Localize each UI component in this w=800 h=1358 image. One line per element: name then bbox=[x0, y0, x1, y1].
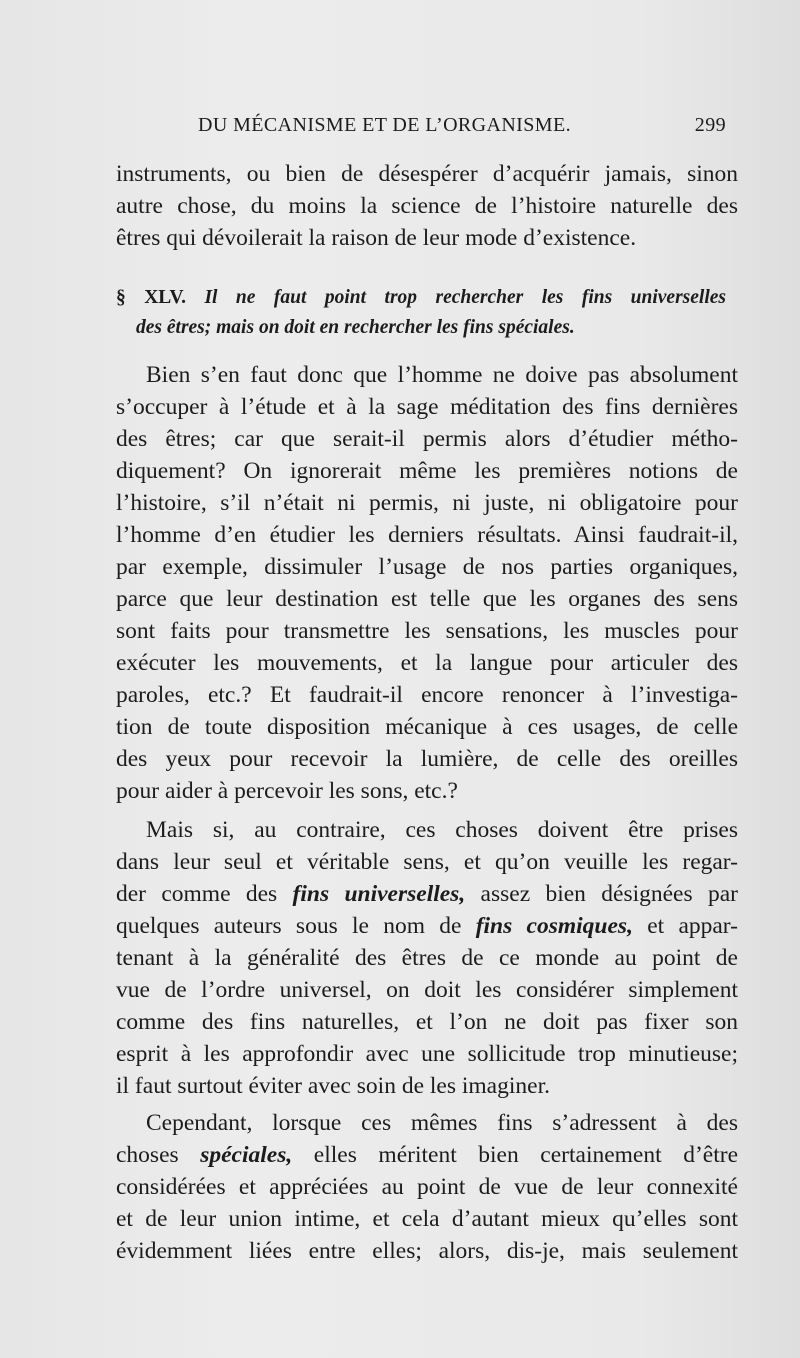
emphasis-speciales: spéciales, bbox=[200, 1142, 293, 1168]
text-line: diquement? On ignorerait même les premières notions de bbox=[116, 458, 738, 484]
text-line bbox=[116, 878, 738, 910]
text-run: et appar- bbox=[632, 913, 738, 939]
text-line: il faut surtout éviter avec soin de les imaginer. bbox=[116, 1073, 550, 1099]
text-line: et de leur union intime, et cela d’autant mieux qu’elles sont bbox=[116, 1206, 738, 1232]
text-run: der comme des bbox=[116, 881, 293, 907]
text-run: assez bien désignées par bbox=[465, 881, 738, 907]
page-number: 299 bbox=[694, 114, 726, 136]
text-line: pour aider à percevoir les sons, etc.? bbox=[116, 778, 458, 804]
text-line: comme des fins naturelles, et l’on ne doit pas fixer son bbox=[116, 1009, 738, 1035]
running-header bbox=[198, 114, 726, 144]
section-title-line-2: des êtres; mais on doit en rechercher les fins spéciales. bbox=[136, 317, 575, 338]
text-line: tion de toute disposition mécanique à ces usages, de celle bbox=[116, 714, 738, 740]
text-run: elles méritent bien certainement d’être bbox=[292, 1142, 738, 1168]
section-heading-continued bbox=[136, 314, 575, 342]
running-title: DU MÉCANISME ET DE L’ORGANISME. bbox=[198, 114, 571, 136]
text-line: vue de l’ordre universel, on doit les considérer simplement bbox=[116, 977, 738, 1003]
text-line: des êtres; car que serait-il permis alors d’étudier métho- bbox=[116, 426, 738, 452]
section-title-line-1: Il ne faut point trop rechercher les fins universelles bbox=[204, 287, 726, 308]
text-line: sont faits pour transmettre les sensations, les muscles pour bbox=[116, 618, 738, 644]
emphasis-fins-universelles: fins universelles, bbox=[292, 881, 466, 907]
text-line: esprit à les approfondir avec une sollicitude trop minutieuse; bbox=[116, 1041, 738, 1067]
text-line: Mais si, au contraire, ces choses doivent être prises bbox=[146, 817, 738, 843]
text-line: des yeux pour recevoir la lumière, de celle des oreilles bbox=[116, 746, 738, 772]
section-heading bbox=[116, 284, 726, 312]
text-line: parce que leur destination est telle que les organes des sens bbox=[116, 586, 738, 612]
text-line: Cependant, lorsque ces mêmes fins s’adressent à des bbox=[146, 1110, 738, 1136]
text-line: par exemple, dissimuler l’usage de nos parties organiques, bbox=[116, 554, 738, 580]
text-run: quelques auteurs sous le nom de bbox=[116, 913, 476, 939]
text-line: l’homme d’en étudier les derniers résultats. Ainsi faudrait-il, bbox=[116, 522, 738, 548]
text-line: Bien s’en faut donc que l’homme ne doive pas absolument bbox=[146, 362, 738, 388]
text-line: exécuter les mouvements, et la langue pour articuler des bbox=[116, 650, 738, 676]
section-number: § XLV. bbox=[116, 287, 186, 308]
text-line: instruments, ou bien de désespérer d’acquérir jamais, sinon bbox=[116, 161, 738, 187]
text-line: s’occuper à l’étude et à la sage méditation des fins dernières bbox=[116, 394, 738, 420]
text-line: considérées et appréciées au point de vue de leur connexité bbox=[116, 1174, 738, 1200]
text-line: paroles, etc.? Et faudrait-il encore renoncer à l’investiga- bbox=[116, 682, 738, 708]
text-line: tenant à la généralité des êtres de ce monde au point de bbox=[116, 945, 738, 971]
text-line bbox=[116, 1139, 738, 1171]
text-line: évidemment liées entre elles; alors, dis-je, mais seulement bbox=[116, 1238, 738, 1264]
text-line bbox=[116, 910, 738, 942]
text-line: êtres qui dévoilerait la raison de leur mode d’existence. bbox=[116, 225, 637, 251]
text-line: dans leur seul et véritable sens, et qu’on veuille les regar- bbox=[116, 849, 738, 875]
text-run: choses bbox=[116, 1142, 201, 1168]
text-line: autre chose, du moins la science de l’histoire naturelle des bbox=[116, 193, 738, 219]
emphasis-fins-cosmiques: fins cosmiques, bbox=[475, 913, 633, 939]
text-line: l’histoire, s’il n’était ni permis, ni juste, ni obligatoire pour bbox=[116, 490, 738, 516]
